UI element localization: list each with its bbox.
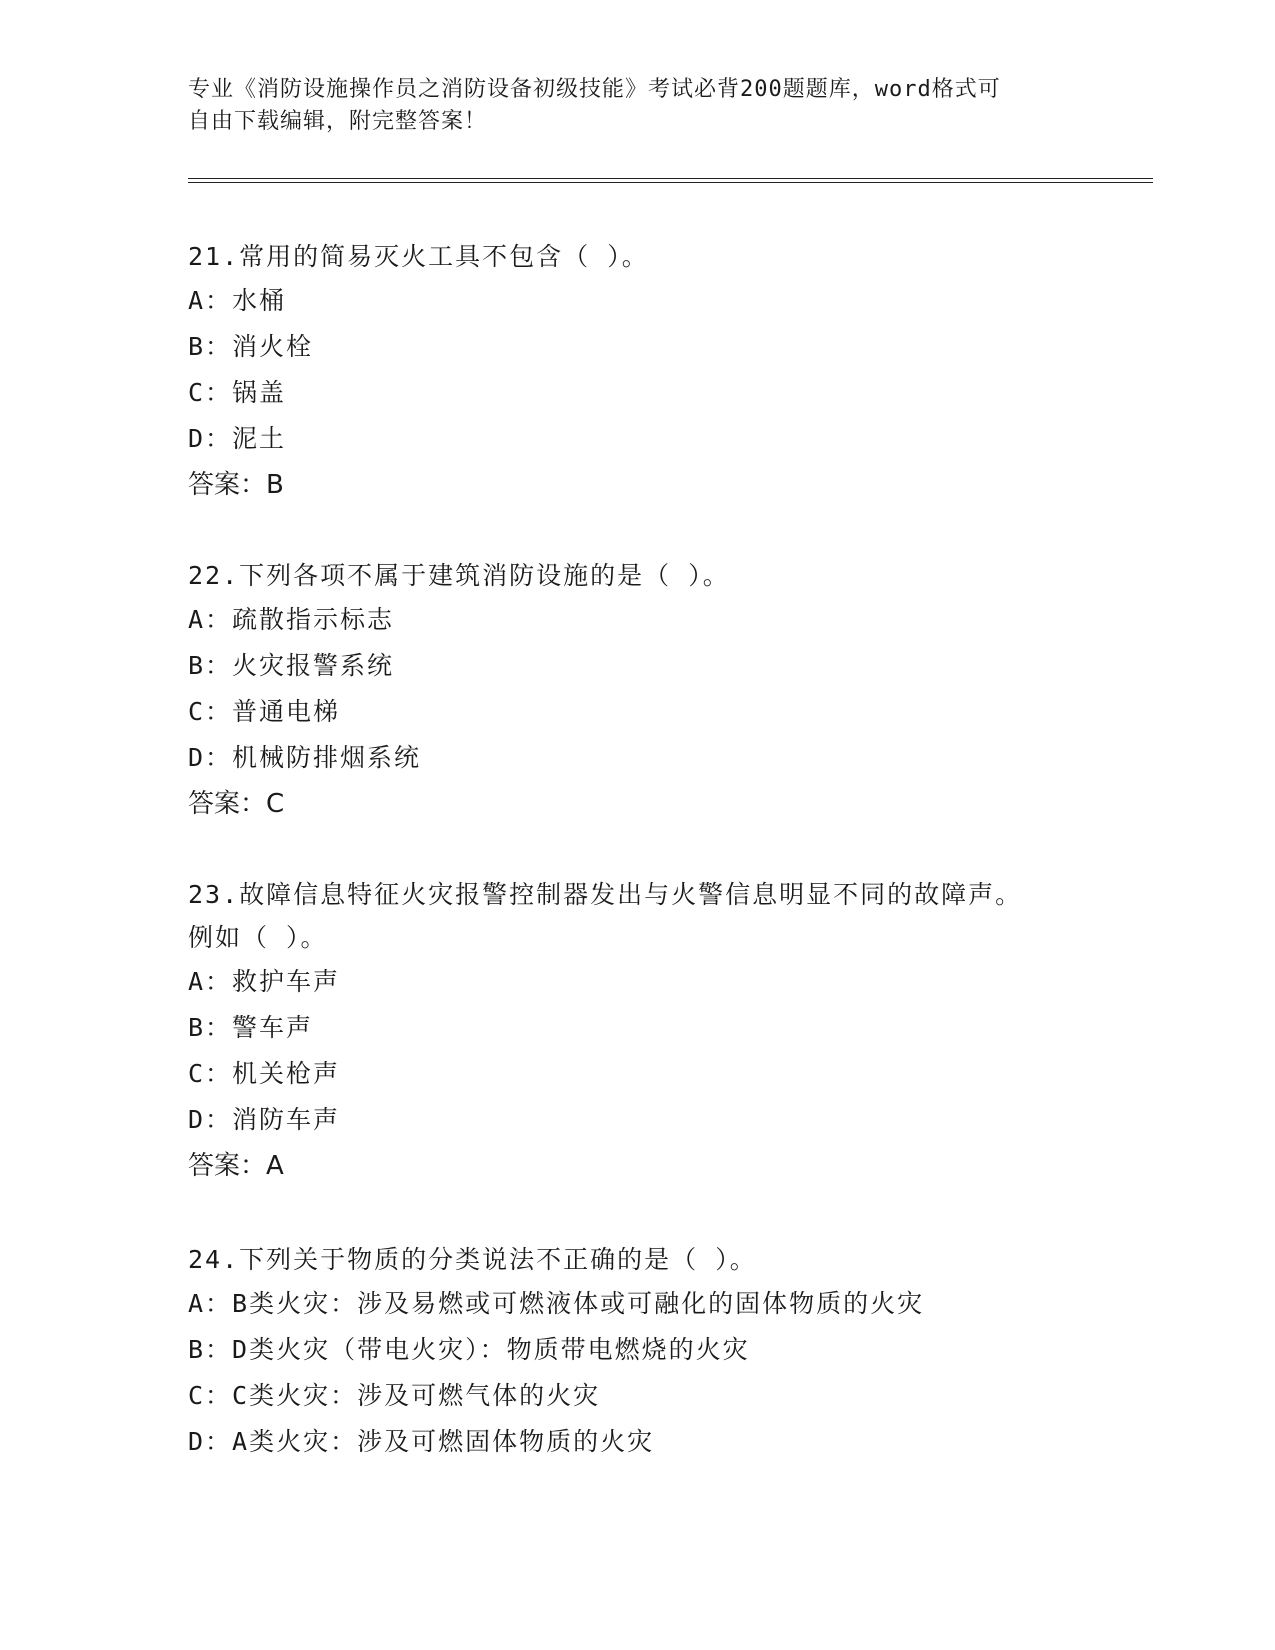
question-21 bbox=[188, 235, 1088, 508]
option-a: A：B类火灾：涉及易燃或可燃液体或可融化的固体物质的火灾 bbox=[188, 1289, 925, 1318]
option-c: C：机关枪声 bbox=[188, 1059, 341, 1088]
question-stem-continued: 例如（ ）。 bbox=[188, 923, 328, 952]
header-divider-bottom bbox=[188, 182, 1153, 183]
header-line-2: 自由下载编辑，附完整答案！ bbox=[188, 109, 488, 134]
option-c: C：普通电梯 bbox=[188, 697, 341, 726]
document-header bbox=[188, 74, 1068, 138]
option-b: B：警车声 bbox=[188, 1013, 314, 1042]
option-c: C：C类火灾：涉及可燃气体的火灾 bbox=[188, 1381, 601, 1410]
option-b: B：火灾报警系统 bbox=[188, 651, 395, 680]
option-b: B：消火栓 bbox=[188, 332, 314, 361]
header-divider-top bbox=[188, 178, 1153, 179]
option-c: C：锅盖 bbox=[188, 378, 287, 407]
question-22 bbox=[188, 554, 1088, 827]
question-stem: 24.下列关于物质的分类说法不正确的是（ ）。 bbox=[188, 1245, 757, 1274]
answer: 答案：B bbox=[188, 470, 284, 500]
question-stem: 23.故障信息特征火灾报警控制器发出与火警信息明显不同的故障声。 bbox=[188, 880, 1023, 909]
option-a: A：水桶 bbox=[188, 286, 287, 315]
question-23 bbox=[188, 873, 1088, 1189]
question-stem: 21.常用的简易灭火工具不包含（ ）。 bbox=[188, 242, 649, 271]
answer: 答案：C bbox=[188, 789, 285, 819]
option-b: B：D类火灾（带电火灾）：物质带电燃烧的火灾 bbox=[188, 1335, 750, 1364]
option-d: D：泥土 bbox=[188, 424, 287, 453]
option-a: A：疏散指示标志 bbox=[188, 605, 395, 634]
question-stem: 22.下列各项不属于建筑消防设施的是（ ）。 bbox=[188, 561, 730, 590]
question-24 bbox=[188, 1238, 1088, 1465]
option-d: D：A类火灾：涉及可燃固体物质的火灾 bbox=[188, 1427, 655, 1456]
option-d: D：消防车声 bbox=[188, 1105, 341, 1134]
option-a: A：救护车声 bbox=[188, 967, 341, 996]
answer: 答案：A bbox=[188, 1151, 284, 1181]
option-d: D：机械防排烟系统 bbox=[188, 743, 422, 772]
header-line-1: 专业《消防设施操作员之消防设备初级技能》考试必背200题题库，word格式可 bbox=[188, 77, 1001, 102]
